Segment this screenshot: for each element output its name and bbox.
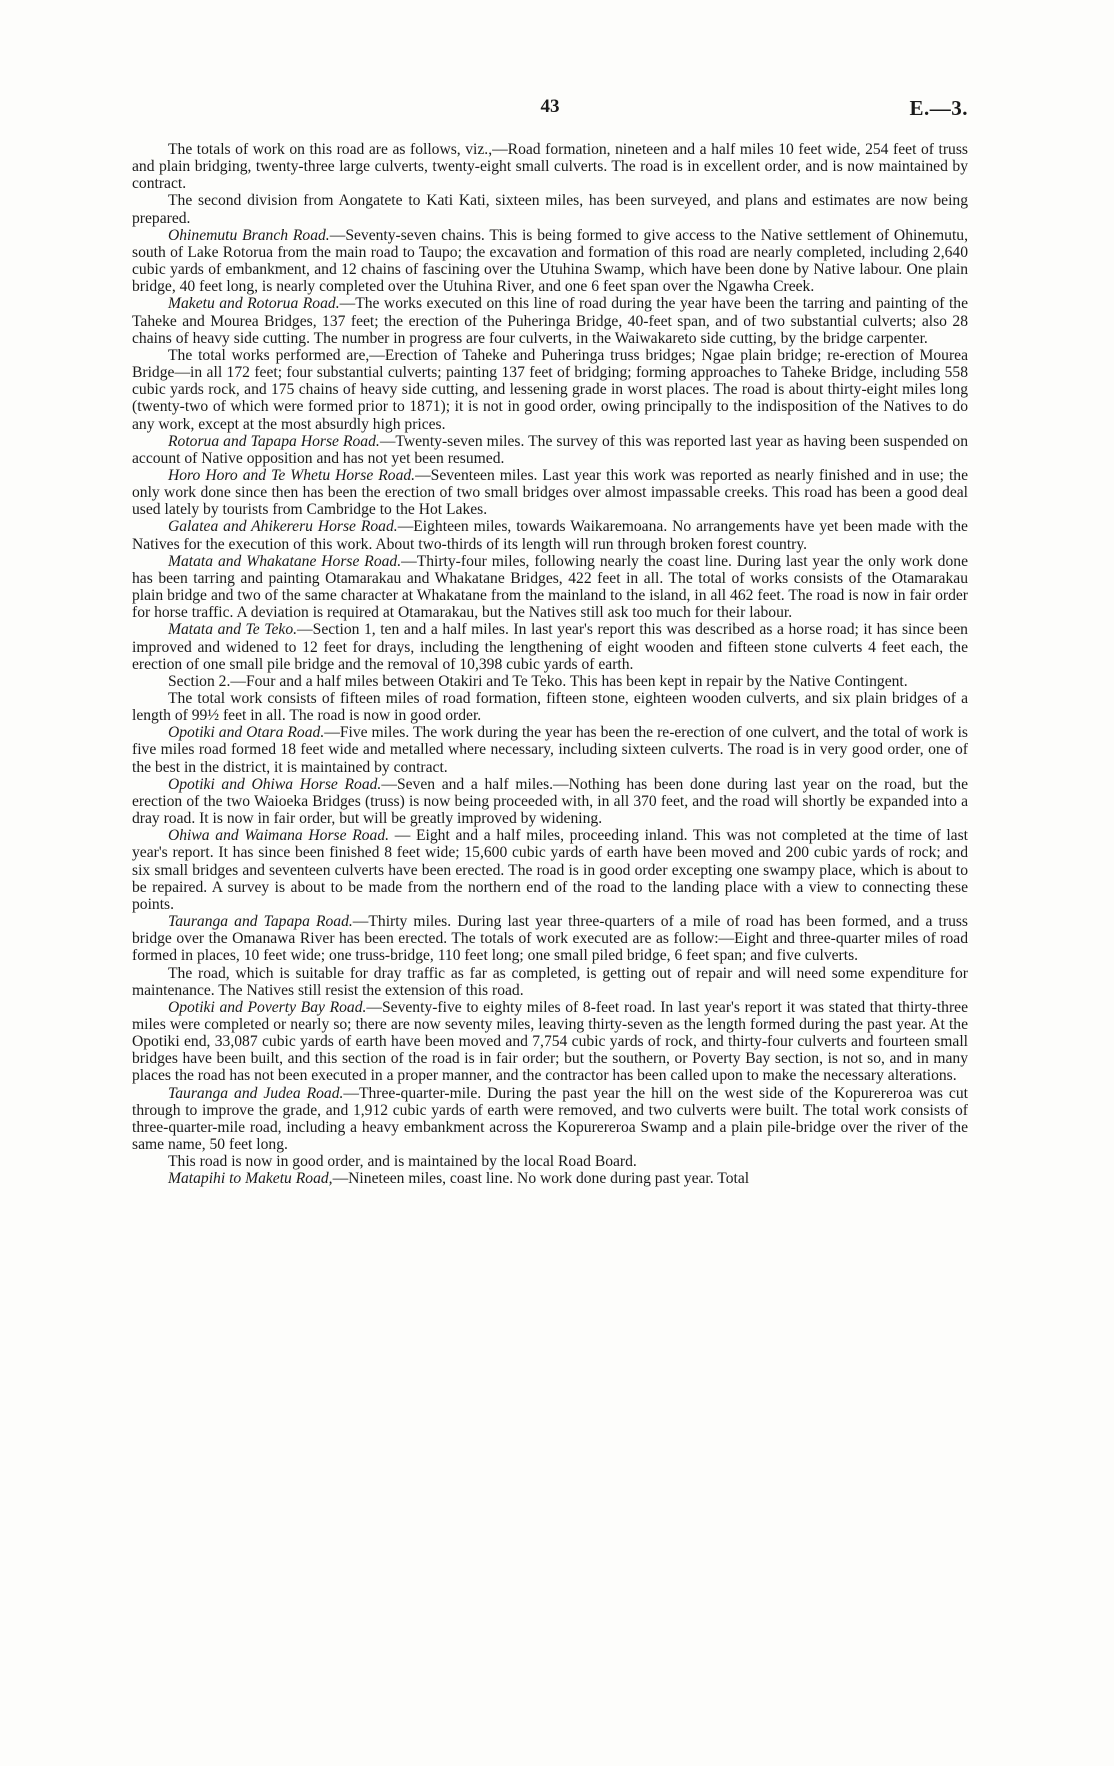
paragraph: Rotorua and Tapapa Horse Road.—Twenty-seven miles. The survey of this was reported last year as having been suspended on account of Native opposition and has not yet been resumed.	[132, 432, 968, 467]
road-name: Ohiwa and Waimana Horse Road.	[168, 827, 390, 845]
paragraph: Horo Horo and Te Whetu Horse Road.—Seventeen miles. Last year this work was reported as nearly finished and in use; the only work done since then has been the erection of two small bridges over almost impassable creeks. This road has been a good deal used lately by tourists from Cambridge to the Hot Lakes.	[132, 466, 968, 519]
road-name: Galatea and Ahikereru Horse Road.	[168, 518, 398, 536]
paragraph: The second division from Aongatete to Kati Kati, sixteen miles, has been surveyed, and plans and estimates are now being prepared.	[132, 192, 968, 227]
paragraph: Ohinemutu Branch Road.—Seventy-seven chains. This is being formed to give access to the Native settlement of Ohinemutu, south of Lake Rotorua from the main road to Taupo; the excavation and formation of this road are nearly completed, including 2,640 cubic yards of embankment, and 12 chains of fascining over the Utuhina Swamp, which have been done by Native labour. One plain bridge, 40 feet long, is nearly completed over the Utuhina River, and one 6 feet span over the Ngawha Creek.	[132, 226, 968, 296]
paragraph: Opotiki and Poverty Bay Road.—Seventy-five to eighty miles of 8-feet road. In last year's report it was stated that thirty-three miles were completed or nearly so; there are now seventy miles, leaving thirty-seven as the length formed during the past year. At the Opotiki end, 33,087 cubic yards of earth have been moved and 7,754 cubic yards of rock, and thirty-four culverts and fourteen small bridges have been built, and this section of the road is in fair order; but the southern, or Poverty Bay section, is not so, and in many places the road has not been executed in a proper manner, and the contractor has been called upon to make the necessary alterations.	[132, 998, 968, 1085]
paragraph: Tauranga and Judea Road.—Three-quarter-mile. During the past year the hill on the west side of the Kopurereroa was cut through to improve the grade, and 1,912 cubic yards of earth were removed, and two culverts were built. The total work consists of three-quarter-mile road, including a heavy embankment across the Kopurereroa Swamp and a plain pile-bridge over the river of the same name, 50 feet long.	[132, 1084, 968, 1154]
paragraph: The totals of work on this road are as follows, viz.,—Road formation, nineteen and a half miles 10 feet wide, 254 feet of truss and plain bridging, twenty-three large culverts, twenty-eight small culverts. The road is in excellent order, and is now maintained by contract.	[132, 141, 968, 193]
road-name: Matata and Te Teko.	[168, 621, 298, 639]
paragraph: The road, which is suitable for dray traffic as far as completed, is getting out of repair and will need some expenditure for maintenance. The Natives still resist the extension of this road.	[132, 964, 968, 999]
road-name: Matata and Whakatane Horse Road.	[168, 552, 402, 570]
document-reference: E.—3.	[909, 96, 968, 120]
road-name: Tauranga and Tapapa Road.	[168, 913, 353, 931]
page-header	[132, 96, 968, 130]
paragraph: Ohiwa and Waimana Horse Road. — Eight and a half miles, proceeding inland. This was not completed at the time of last year's report. It has since been finished 8 feet wide; 15,600 cubic yards of earth have been moved and 200 cubic yards of rock; and six small bridges and seventeen culverts have been erected. The road is in good order excepting one swampy place, which is about to be repaired. A survey is about to be made from the northern end of the road to the landing place with a view to connecting these points.	[132, 827, 968, 913]
road-name: Rotorua and Tapapa Horse Road.	[168, 432, 380, 450]
paragraph: The total work consists of fifteen miles of road formation, fifteen stone, eighteen wooden culverts, and six plain bridges of a length of 99½ feet in all. The road is now in good order.	[132, 690, 968, 725]
road-name: Opotiki and Otara Road.	[168, 724, 325, 742]
paragraph: The total works performed are,—Erection of Taheke and Puheringa truss bridges; Ngae plain bridge; re-erection of Mourea Bridge—in all 172 feet; four substantial culverts; painting 137 feet of bridging; forming approaches to Taheke Bridge, including 558 cubic yards rock, and 175 chains of heavy side cutting, and lessening grade in worst places. The road is about thirty-eight miles long (twenty-two of which were formed prior to 1871); it is not in good order, owing principally to the indisposition of the Natives to do any work, except at the most absurdly high prices.	[132, 346, 968, 433]
paragraph: Opotiki and Ohiwa Horse Road.—Seven and a half miles.—Nothing has been done during last year on the road, but the erection of the two Waioeka Bridges (truss) is now being proceeded with, in all 370 feet, and the road will shortly be expanded into a dray road. It is now in fair order, but will be greatly improved by widening.	[132, 775, 969, 828]
paragraph: Section 2.—Four and a half miles between Otakiri and Te Teko. This has been kept in repair by the Native Contingent.	[168, 672, 908, 690]
road-name: Ohinemutu Branch Road.	[168, 226, 330, 244]
paragraph: This road is now in good order, and is maintained by the local Road Board.	[168, 1153, 637, 1171]
road-name: Tauranga and Judea Road.	[168, 1084, 344, 1102]
paragraph: Matata and Te Teko.—Section 1, ten and a half miles. In last year's report this was described as a horse road; it has since been improved and widened to 12 feet for drays, including the lengthening of eight wooden and fifteen stone culverts 4 feet each, the erection of one small pile bridge and the removal of 10,398 cubic yards of earth.	[132, 621, 968, 673]
road-name: Matapihi to Maketu Road,	[168, 1170, 333, 1188]
body-text	[132, 141, 968, 1188]
road-name: Maketu and Rotorua Road.	[168, 295, 340, 313]
road-name: Horo Horo and Te Whetu Horse Road.	[168, 466, 416, 484]
paragraph: Galatea and Ahikereru Horse Road.—Eighteen miles, towards Waikaremoana. No arrangements have yet been made with the Natives for the execution of this work. About two-thirds of its length will run through broken forest country.	[132, 518, 968, 553]
paragraph: Opotiki and Otara Road.—Five miles. The work during the year has been the re-erection of one culvert, and the total of work is five miles road formed 18 feet wide and metalled where necessary, including sixteen culverts. The road is in very good order, one of the best in the district, it is maintained by contract.	[132, 724, 968, 776]
paragraph: Tauranga and Tapapa Road.—Thirty miles. During last year three-quarters of a mile of road has been formed, and a truss bridge over the Omanawa River has been erected. The totals of work executed are as follow:—Eight and three-quarter miles of road formed in places, 10 feet wide; one truss-bridge, 110 feet long; one small piled bridge, 6 feet span; and five culverts.	[132, 913, 968, 965]
road-name: Opotiki and Ohiwa Horse Road.	[168, 775, 382, 793]
paragraph: Matapihi to Maketu Road,—Nineteen miles, coast line. No work done during past year. Total	[168, 1170, 750, 1188]
paragraph: Matata and Whakatane Horse Road.—Thirty-four miles, following nearly the coast line. During last year the only work done has been tarring and painting Otamarakau and Whakatane Bridges, 422 feet in all. The total of works consists of the Otamarakau plain bridge and two of the same character at Whakatane from the mainland to the island, in all 462 feet. The road is now in fair order for horse traffic. A deviation is required at Otamarakau, but the Natives still ask too much for their labour.	[132, 552, 968, 622]
paragraph: Maketu and Rotorua Road.—The works executed on this line of road during the year have been the tarring and painting of the Taheke and Mourea Bridges, 137 feet; the erection of the Puheringa Bridge, 40-feet span, and of two substantial culverts; also 28 chains of heavy side cutting. The number in progress are four culverts, in the Waiwakareto side cutting, by the bridge carpenter.	[132, 295, 968, 347]
page-number: 43	[540, 96, 560, 117]
road-name: Opotiki and Poverty Bay Road.	[168, 998, 367, 1016]
